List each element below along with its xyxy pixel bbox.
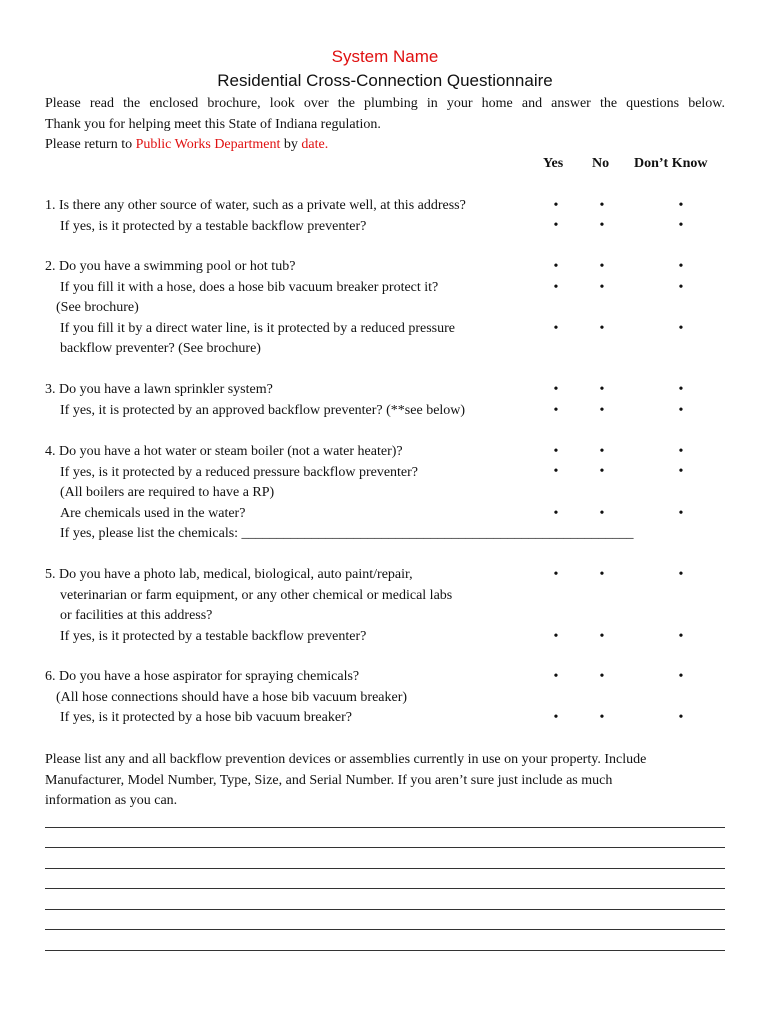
answer-yes-bullet[interactable]: • bbox=[553, 464, 559, 479]
answer-line[interactable] bbox=[45, 827, 725, 828]
answer-no-bullet[interactable]: • bbox=[599, 444, 605, 459]
answer-dont-know-bullet[interactable]: • bbox=[678, 280, 684, 295]
column-header-dont-know: Don’t Know bbox=[634, 156, 708, 171]
question-text: If yes, is it protected by a reduced pressure backflow preventer? bbox=[60, 464, 419, 480]
answer-line[interactable] bbox=[45, 909, 725, 910]
question-text: 2. Do you have a swimming pool or hot tub? bbox=[45, 259, 296, 274]
answer-dont-know-bullet[interactable]: • bbox=[678, 506, 684, 521]
question-text: backflow preventer? (See brochure) bbox=[60, 341, 261, 356]
answer-line[interactable] bbox=[45, 888, 725, 889]
device-list-instructions bbox=[45, 750, 725, 812]
answer-yes-bullet[interactable]: • bbox=[553, 198, 559, 213]
answer-dont-know-bullet[interactable]: • bbox=[678, 382, 684, 397]
question-1 bbox=[45, 196, 665, 237]
question-text: 6. Do you have a hose aspirator for spraying chemicals? bbox=[45, 669, 360, 684]
answer-no-bullet[interactable]: • bbox=[599, 464, 605, 479]
question-3 bbox=[45, 380, 665, 421]
answer-line[interactable] bbox=[45, 868, 725, 869]
instructions-line-2: Manufacturer, Model Number, Type, Size, and Serial Number. If you aren’t sure just include as much bbox=[45, 772, 613, 788]
column-header-no: No bbox=[592, 156, 610, 171]
return-date: date. bbox=[301, 137, 329, 152]
answer-yes-bullet[interactable]: • bbox=[553, 321, 559, 336]
answer-dont-know-bullet[interactable]: • bbox=[678, 218, 684, 233]
answer-no-bullet[interactable]: • bbox=[599, 280, 605, 295]
answer-yes-bullet[interactable]: • bbox=[553, 506, 559, 521]
answer-yes-bullet[interactable]: • bbox=[553, 280, 559, 295]
answer-no-bullet[interactable]: • bbox=[599, 403, 605, 418]
question-text: 1. Is there any other source of water, such as a private well, at this address? bbox=[45, 198, 466, 213]
return-mid: by bbox=[280, 137, 302, 152]
answer-no-bullet[interactable]: • bbox=[599, 567, 605, 582]
answer-yes-bullet[interactable]: • bbox=[553, 629, 559, 644]
answer-no-bullet[interactable]: • bbox=[599, 218, 605, 233]
question-6 bbox=[45, 667, 665, 729]
question-text: If yes, is it protected by a testable backflow preventer? bbox=[60, 218, 367, 234]
intro-line-2: Thank you for helping meet this State of Indiana regulation. bbox=[45, 116, 381, 132]
answer-dont-know-bullet[interactable]: • bbox=[678, 403, 684, 418]
instructions-line-3: information as you can. bbox=[45, 793, 178, 808]
answer-yes-bullet[interactable]: • bbox=[553, 218, 559, 233]
answer-dont-know-bullet[interactable]: • bbox=[678, 710, 684, 725]
question-text: (All hose connections should have a hose bib vacuum breaker) bbox=[56, 689, 408, 705]
question-text: If you fill it by a direct water line, is it protected by a reduced pressure bbox=[60, 320, 455, 336]
answer-dont-know-bullet[interactable]: • bbox=[678, 669, 684, 684]
answer-no-bullet[interactable]: • bbox=[599, 669, 605, 684]
answer-no-bullet[interactable]: • bbox=[599, 710, 605, 725]
question-text: veterinarian or farm equipment, or any other chemical or medical labs bbox=[60, 587, 453, 603]
answer-line[interactable] bbox=[45, 847, 725, 848]
system-name: System Name bbox=[331, 47, 439, 66]
answer-no-bullet[interactable]: • bbox=[599, 259, 605, 274]
answer-yes-bullet[interactable]: • bbox=[553, 710, 559, 725]
answer-yes-bullet[interactable]: • bbox=[553, 669, 559, 684]
question-text: (All boilers are required to have a RP) bbox=[60, 485, 275, 500]
question-text: If yes, is it protected by a testable backflow preventer? bbox=[60, 628, 367, 644]
question-text: If yes, it is protected by an approved backflow preventer? (**see below) bbox=[60, 402, 466, 418]
answer-yes-bullet[interactable]: • bbox=[553, 259, 559, 274]
question-text: 3. Do you have a lawn sprinkler system? bbox=[45, 382, 273, 397]
question-text: or facilities at this address? bbox=[60, 608, 213, 623]
question-text: Are chemicals used in the water? bbox=[60, 505, 246, 521]
answer-yes-bullet[interactable]: • bbox=[553, 403, 559, 418]
question-text: (See brochure) bbox=[56, 300, 139, 315]
answer-dont-know-bullet[interactable]: • bbox=[678, 444, 684, 459]
answer-dont-know-bullet[interactable]: • bbox=[678, 629, 684, 644]
department-name: Public Works Department bbox=[135, 137, 281, 152]
intro-text bbox=[45, 94, 725, 156]
question-text: If yes, is it protected by a hose bib vacuum breaker? bbox=[60, 710, 352, 725]
question-text: 4. Do you have a hot water or steam boiler (not a water heater)? bbox=[45, 444, 403, 459]
question-5 bbox=[45, 565, 665, 647]
form-title: Residential Cross-Connection Questionnaire bbox=[217, 71, 553, 90]
chemicals-list-line[interactable]: If yes, please list the chemicals: ________________________________________________________ bbox=[60, 526, 634, 541]
answer-dont-know-bullet[interactable]: • bbox=[678, 198, 684, 213]
question-4 bbox=[45, 442, 665, 545]
answer-line[interactable] bbox=[45, 950, 725, 951]
answer-no-bullet[interactable]: • bbox=[599, 382, 605, 397]
answer-yes-bullet[interactable]: • bbox=[553, 444, 559, 459]
answer-yes-bullet[interactable]: • bbox=[553, 382, 559, 397]
answer-yes-bullet[interactable]: • bbox=[553, 567, 559, 582]
answer-no-bullet[interactable]: • bbox=[599, 321, 605, 336]
question-text: 5. Do you have a photo lab, medical, biological, auto paint/repair, bbox=[45, 567, 413, 582]
answer-dont-know-bullet[interactable]: • bbox=[678, 321, 684, 336]
intro-line-1: Please read the enclosed brochure, look over the plumbing in your home and answer the questions below. bbox=[45, 96, 725, 111]
answer-dont-know-bullet[interactable]: • bbox=[678, 259, 684, 274]
return-prefix: Please return to bbox=[45, 137, 136, 152]
instructions-line-1: Please list any and all backflow prevention devices or assemblies currently in use on your property. Include bbox=[45, 752, 647, 767]
intro-line-3 bbox=[45, 135, 725, 156]
answer-no-bullet[interactable]: • bbox=[599, 629, 605, 644]
answer-no-bullet[interactable]: • bbox=[599, 198, 605, 213]
answer-line[interactable] bbox=[45, 929, 725, 930]
answer-dont-know-bullet[interactable]: • bbox=[678, 464, 684, 479]
question-2 bbox=[45, 257, 665, 360]
answer-no-bullet[interactable]: • bbox=[599, 506, 605, 521]
question-text: If you fill it with a hose, does a hose bib vacuum breaker protect it? bbox=[60, 279, 439, 295]
answer-dont-know-bullet[interactable]: • bbox=[678, 567, 684, 582]
column-header-yes: Yes bbox=[543, 156, 564, 171]
